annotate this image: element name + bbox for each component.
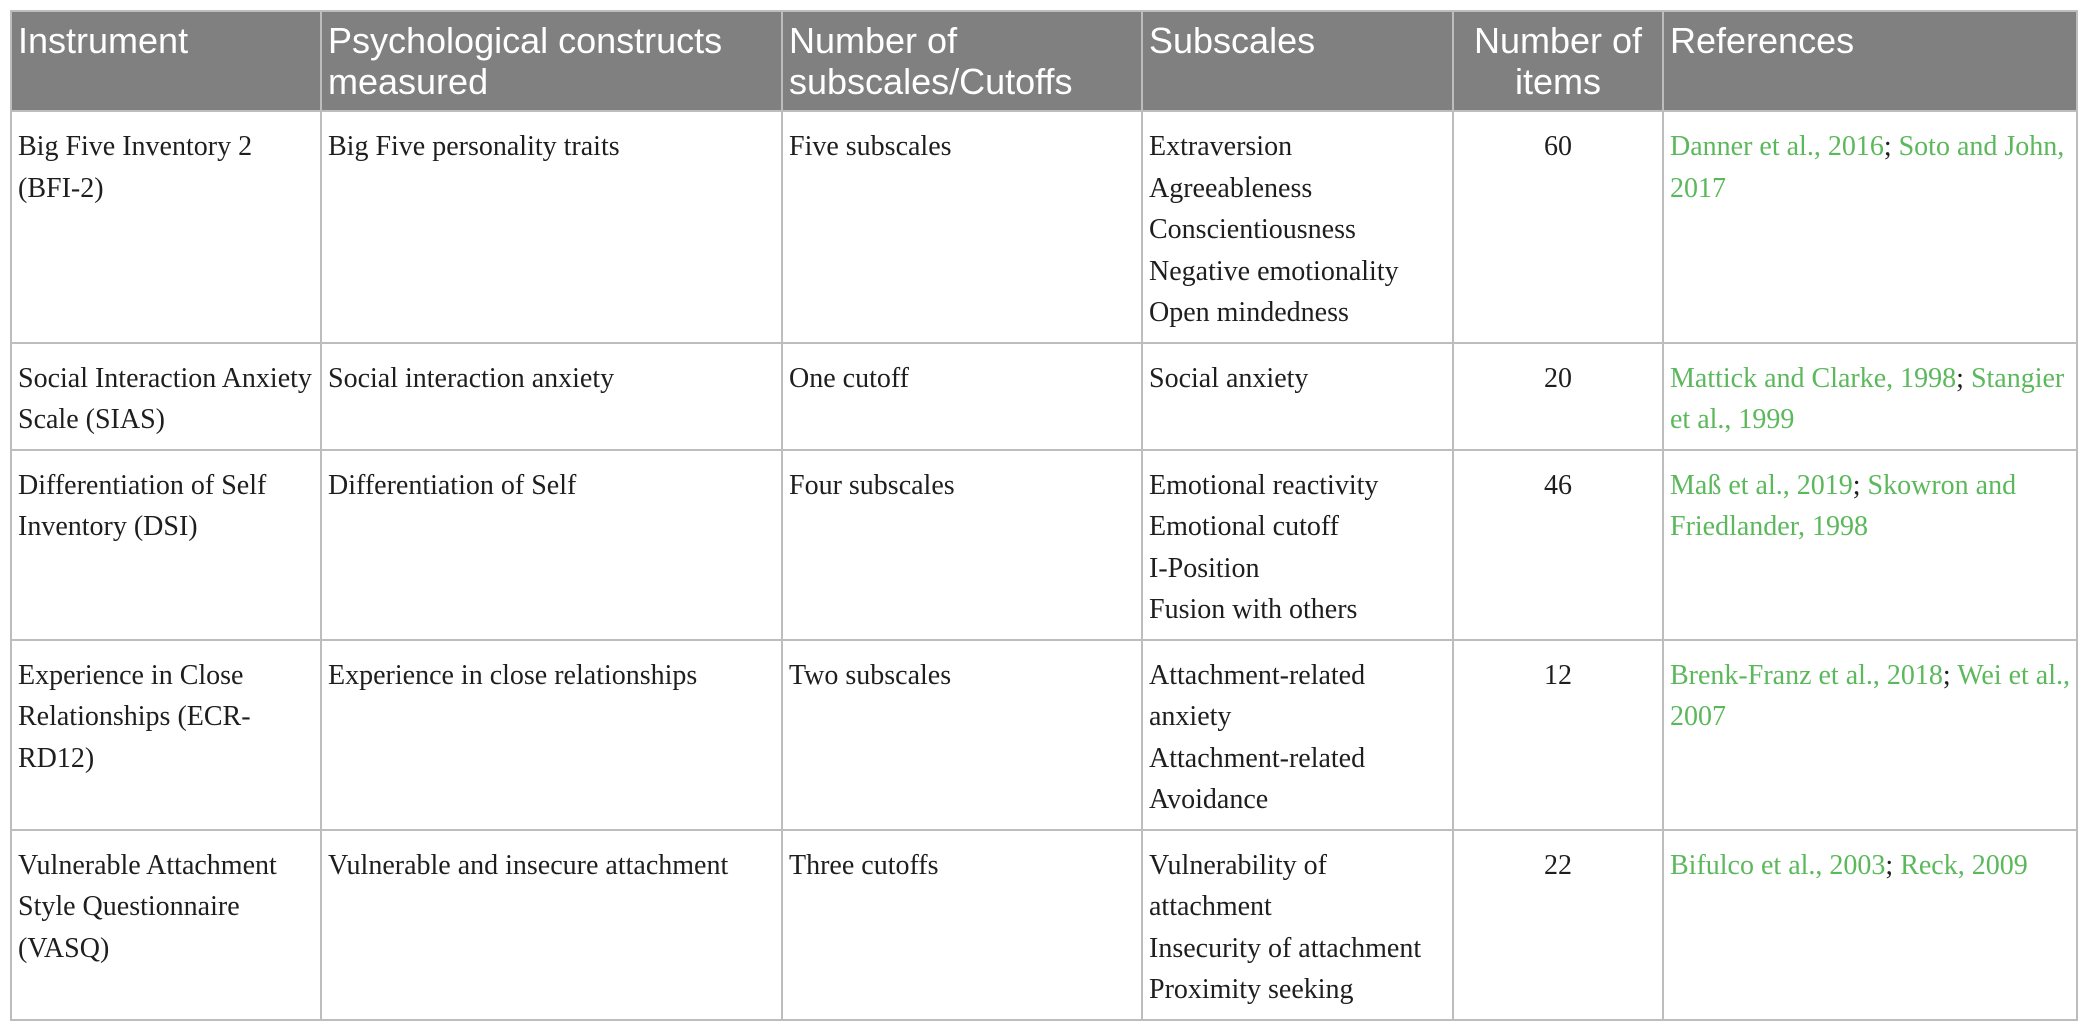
reference-link[interactable]: Skowron and Friedlander, 1998: [1670, 469, 2017, 542]
cell-references: [1663, 830, 2077, 1020]
table-header-row: [11, 11, 2077, 111]
subscale-item: Attachment-related Avoidance: [1149, 742, 1366, 815]
cell-references: [1663, 450, 2077, 640]
instrument-table: [10, 10, 2078, 1021]
header-constructs: Psychological constructs measured: [321, 11, 782, 111]
cell-references: [1663, 111, 2077, 343]
reference-link[interactable]: Brenk-Franz et al., 2018: [1670, 659, 1943, 691]
cell-items: 12: [1453, 640, 1663, 830]
reference-link[interactable]: Reck, 2009: [1900, 849, 2028, 881]
subscale-item: Vulnerability of attachment: [1149, 849, 1327, 922]
subscale-item: Proximity seeking: [1149, 974, 1354, 1005]
cell-subscales-count: Five subscales: [782, 111, 1142, 343]
table-row: [11, 343, 2077, 450]
reference-separator: ;: [1942, 659, 1958, 691]
cell-items: 22: [1453, 830, 1663, 1020]
cell-subscales: [1142, 450, 1453, 640]
table-row: [11, 830, 2077, 1020]
reference-link[interactable]: Stangier et al., 1999: [1670, 362, 2065, 435]
subscale-item: Emotional cutoff: [1149, 511, 1339, 542]
cell-instrument: Differentiation of Self Inventory (DSI): [11, 450, 321, 640]
header-subscales-count: Number of subscales/Cutoffs: [782, 11, 1142, 111]
cell-constructs: Big Five personality traits: [321, 111, 782, 343]
header-references: References: [1663, 11, 2077, 111]
cell-constructs: Experience in close relationships: [321, 640, 782, 830]
cell-instrument: Experience in Close Relationships (ECR-RD12): [11, 640, 321, 830]
reference-link[interactable]: Wei et al., 2007: [1670, 659, 2071, 732]
cell-subscales-count: Two subscales: [782, 640, 1142, 830]
subscale-item: Fusion with others: [1149, 594, 1358, 625]
table-row: [11, 640, 2077, 830]
reference-link[interactable]: Mattick and Clarke, 1998: [1670, 362, 1957, 394]
subscale-item: Negative emotionality: [1149, 255, 1399, 287]
subscale-item: Conscientiousness: [1149, 214, 1356, 245]
cell-items: 46: [1453, 450, 1663, 640]
cell-instrument: Big Five Inventory 2 (BFI-2): [11, 111, 321, 343]
cell-instrument: Social Interaction Anxiety Scale (SIAS): [11, 343, 321, 450]
cell-subscales: [1142, 640, 1453, 830]
reference-separator: ;: [1885, 849, 1901, 881]
cell-subscales: [1142, 830, 1453, 1020]
cell-subscales: [1142, 343, 1453, 450]
header-subscales: Subscales: [1142, 11, 1453, 111]
reference-separator: ;: [1883, 131, 1899, 162]
cell-items: 60: [1453, 111, 1663, 343]
cell-instrument: Vulnerable Attachment Style Questionnaire (VASQ): [11, 830, 321, 1020]
subscale-item: Attachment-related anxiety: [1149, 659, 1366, 732]
reference-link[interactable]: Maß et al., 2019: [1670, 469, 1853, 501]
cell-subscales-count: One cutoff: [782, 343, 1142, 450]
subscale-item: Social anxiety: [1149, 362, 1309, 394]
cell-references: [1663, 640, 2077, 830]
reference-separator: ;: [1852, 469, 1868, 501]
subscale-item: Emotional reactivity: [1149, 469, 1379, 501]
subscale-item: Agreeableness: [1149, 172, 1313, 204]
cell-items: 20: [1453, 343, 1663, 450]
subscale-item: Open mindedness: [1149, 297, 1349, 328]
cell-constructs: Vulnerable and insecure attachment: [321, 830, 782, 1020]
cell-constructs: Social interaction anxiety: [321, 343, 782, 450]
header-items: Number of items: [1453, 11, 1663, 111]
table-row: [11, 450, 2077, 640]
table-row: [11, 111, 2077, 343]
header-instrument: Instrument: [11, 11, 321, 111]
cell-subscales-count: Three cutoffs: [782, 830, 1142, 1020]
subscale-item: Insecurity of attachment: [1149, 932, 1422, 964]
reference-link[interactable]: Soto and John, 2017: [1670, 131, 2065, 204]
reference-link[interactable]: Bifulco et al., 2003: [1670, 849, 1886, 881]
subscale-item: I-Position: [1149, 552, 1260, 584]
reference-link[interactable]: Danner et al., 2016: [1670, 131, 1884, 162]
cell-constructs: Differentiation of Self: [321, 450, 782, 640]
cell-references: [1663, 343, 2077, 450]
instrument-table-container: [10, 10, 2076, 1021]
subscale-item: Extraversion: [1149, 131, 1293, 162]
cell-subscales: [1142, 111, 1453, 343]
cell-subscales-count: Four subscales: [782, 450, 1142, 640]
reference-separator: ;: [1956, 362, 1971, 394]
